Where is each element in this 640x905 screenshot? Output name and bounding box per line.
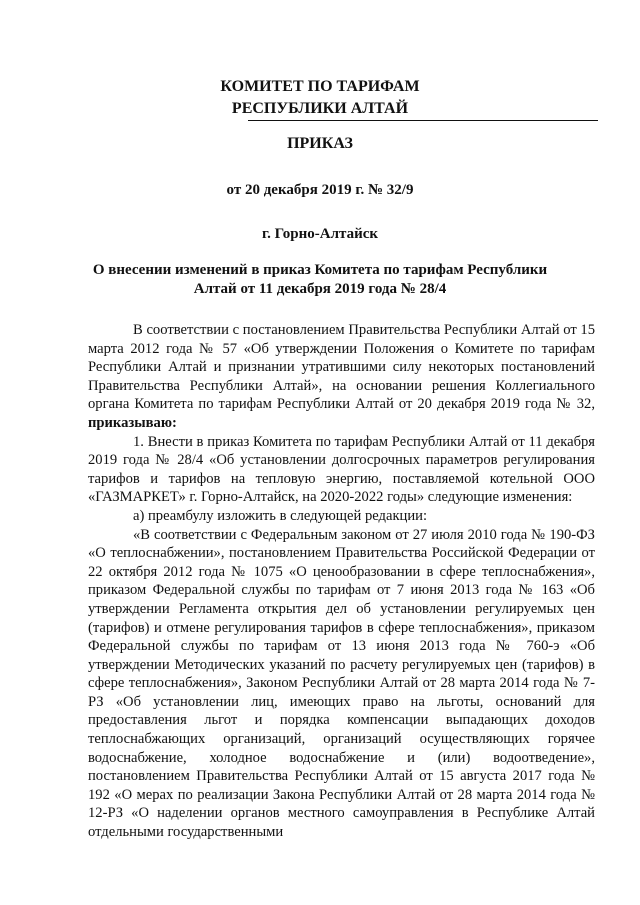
document-body	[88, 321, 595, 842]
document-subject-line2: Алтай от 11 декабря 2019 года № 28/4	[193, 281, 447, 297]
header-divider	[248, 120, 598, 121]
preamble-text: В соответствии с постановлением Правительства Республики Алтай от 15 марта 2012 года № 57 «Об утверждении Положения о Комитете по тарифам Республики Алтай и признании утратившими силу некоторых постановлений Правительства Республики Алтай», на основании решения Коллегиального органа Комитета по тарифам Республики Алтай от 20 декабря 2019 года № 32,	[88, 322, 595, 413]
document-city: г. Горно-Алтайск	[261, 226, 379, 242]
preamble-paragraph	[88, 321, 595, 433]
document-type: ПРИКАЗ	[287, 135, 353, 152]
committee-name-line1: КОМИТЕТ ПО ТАРИФАМ	[220, 78, 420, 95]
document-subject-line1: О внесении изменений в приказ Комитета по тарифам Республики	[92, 262, 548, 278]
item-1-paragraph: 1. Внести в приказ Комитета по тарифам Республики Алтай от 11 декабря 2019 года № 28/4 «Об установлении долгосрочных параметров регулирования тарифов и тарифов на тепловую энергию, поставляемой котельной ООО «ГАЗМАРКЕТ» г. Горно-Алтайск, на 2020-2022 годы» следующие изменения:	[88, 433, 595, 506]
document-date-number: от 20 декабря 2019 г. № 32/9	[226, 182, 414, 198]
committee-name-line2: РЕСПУБЛИКИ АЛТАЙ	[231, 100, 409, 117]
item-1a-paragraph: а) преамбулу изложить в следующей редакции:	[133, 507, 428, 524]
order-keyword: приказываю:	[88, 414, 177, 431]
new-preamble-paragraph: «В соответствии с Федеральным законом от 27 июля 2010 года № 190-ФЗ «О теплоснабжении», постановлением Правительства Российской Федерации от 22 октября 2012 года № 1075 «О ценообразовании в сфере теплоснабжения», приказом Федеральной службы по тарифам от 7 июня 2013 года № 163 «Об утверждении Регламента открытия дел об установлении регулируемых цен (тарифов) и отмене регулирования тарифов в сфере теплоснабжения», приказом Федеральной службы по тарифам от 13 июня 2013 года № 760-э «Об утверждении Методических указаний по расчету регулируемых цен (тарифов) в сфере теплоснабжения», Законом Республики Алтай от 28 марта 2014 года № 7-РЗ «Об установлении лиц, имеющих право на льготы, оснований для предоставления льгот и порядка компенсации выпадающих доходов теплоснабжающих организаций, организаций осуществляющих горячее водоснабжение, холодное водоснабжение и (или) водоотведение», постановлением Правительства Республики Алтай от 15 августа 2017 года № 192 «О мерах по реализации Закона Республики Алтай от 28 марта 2014 года № 12-РЗ «О наделении органов местного самоуправления в Республике Алтай отдельными государственными	[88, 526, 595, 841]
